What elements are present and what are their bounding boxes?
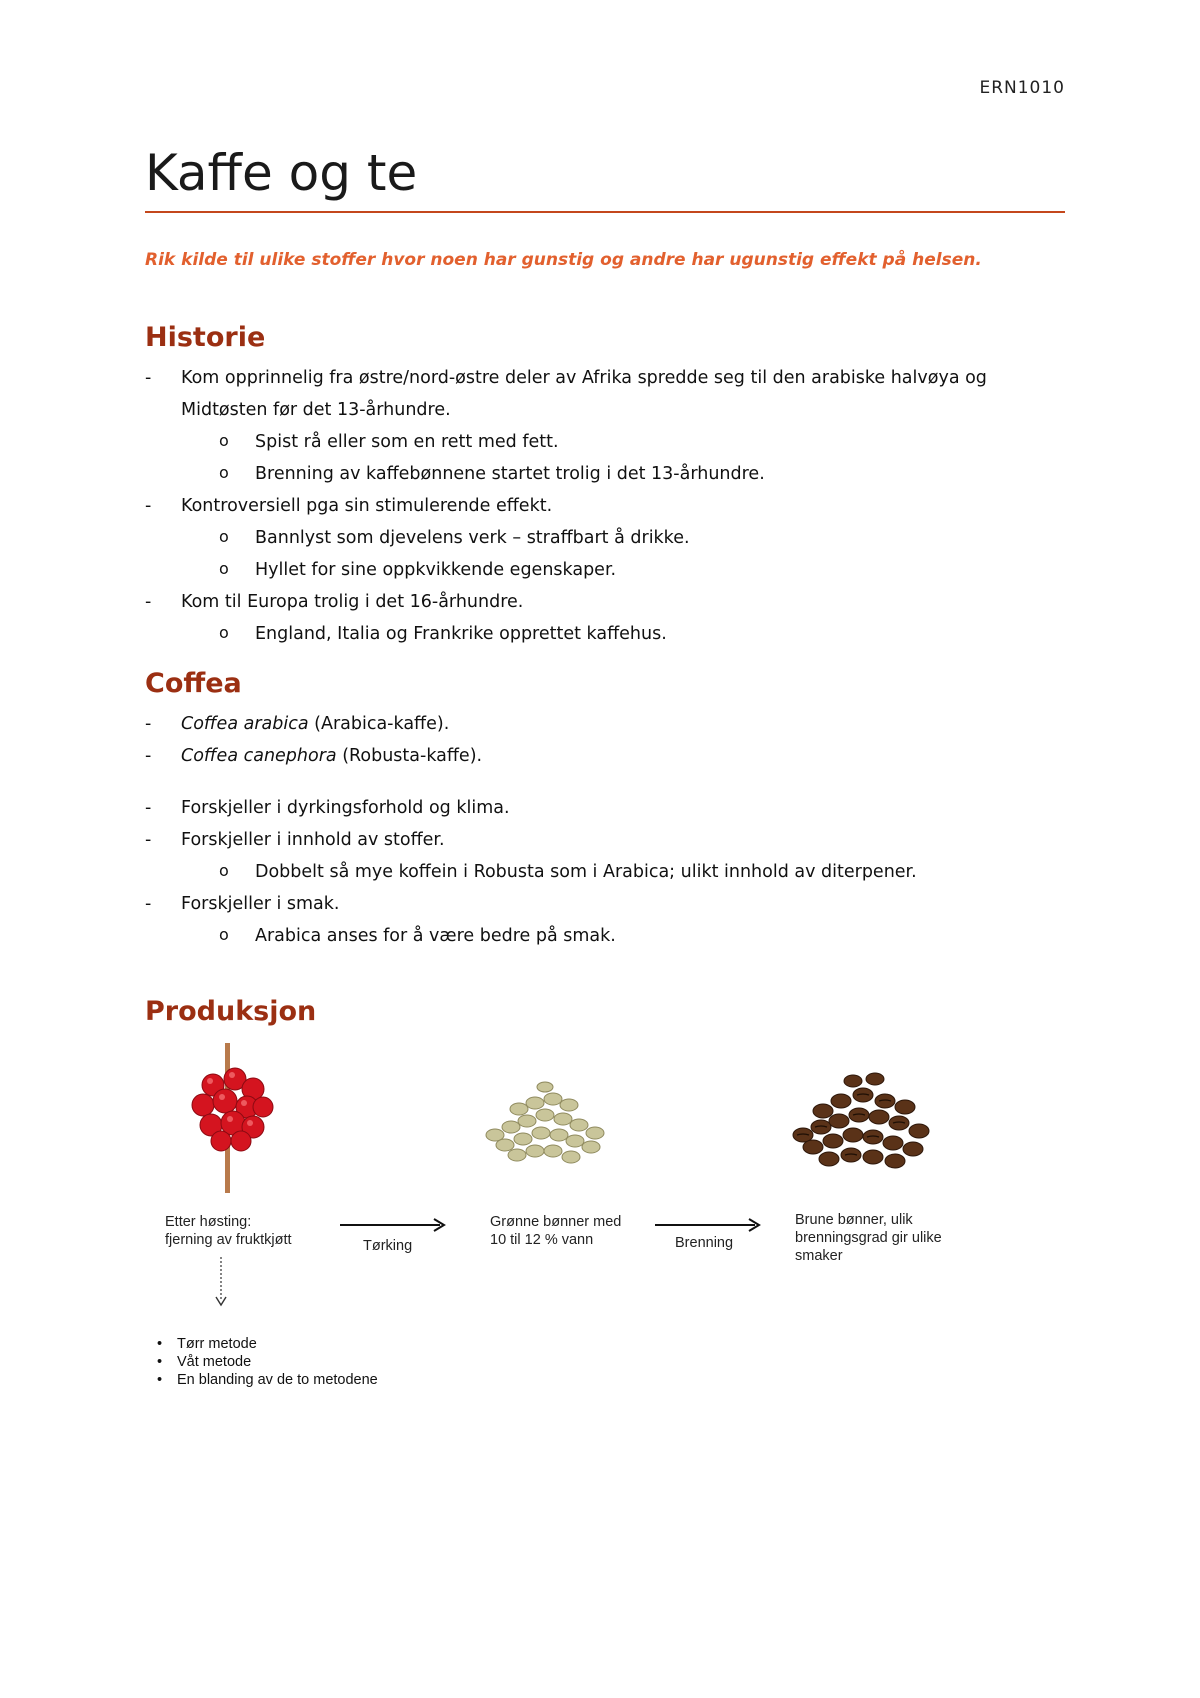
list-item: - Forskjeller i innhold av stoffer. [145,824,1065,856]
caption-line: brenningsgrad gir ulike [795,1230,942,1246]
step-caption-green [490,1213,621,1249]
arrow-down-icon [214,1257,228,1309]
list-subitem: o Dobbelt så mye koffein i Robusta som i Arabica; ulikt innhold av diterpener. [145,856,1065,888]
list-item: • Tørr metode [157,1335,378,1353]
historie-list [145,362,1065,650]
list-subitem: o Arabica anses for å være bedre på smak. [145,920,1065,952]
species-name: Coffea arabica [181,714,309,734]
arrow-label-torking: Tørking [363,1238,413,1254]
page-title: Kaffe og te [145,144,418,202]
list-item: • Våt metode [157,1353,378,1371]
caption-line: Brune bønner, ulik [795,1212,913,1228]
section-heading-coffea: Coffea [145,668,242,699]
list-item: • En blanding av de to metodene [157,1371,378,1389]
coffea-list [145,708,1065,952]
section-heading-historie: Historie [145,322,266,353]
list-subitem: o Bannlyst som djevelens verk – straffbart å drikke. [145,522,1065,554]
step-caption-roasted [795,1211,942,1265]
list-subitem: o England, Italia og Frankrike opprettet kaffehus. [145,618,1065,650]
caption-line: smaker [795,1248,843,1264]
document-code: ERN1010 [979,78,1065,98]
list-item: - Forskjeller i dyrkingsforhold og klima. [145,792,1065,824]
list-item: - Forskjeller i smak. [145,888,1065,920]
caption-line: fjerning av fruktkjøtt [165,1232,292,1248]
production-diagram [145,1035,1005,1405]
list-subitem: o Spist rå eller som en rett med fett. [145,426,1065,458]
list-item: - Kom til Europa trolig i det 16-århundre. [145,586,1065,618]
species-common: (Robusta-kaffe). [336,746,483,766]
list-item [145,708,1065,740]
list-item: - Kom opprinnelig fra østre/nord-østre deler av Afrika spredde seg til den arabiske halvøya og Midtøsten før det 13-århundre. [145,362,1065,426]
species-common: (Arabica-kaffe). [308,714,450,734]
section-heading-produksjon: Produksjon [145,996,317,1027]
caption-line: Grønne bønner med [490,1214,622,1230]
arrow-label-brenning: Brenning [675,1235,734,1251]
list-subitem: o Brenning av kaffebønnene startet trolig i det 13-århundre. [145,458,1065,490]
green-beans-image [475,1075,620,1170]
coffee-cherries-image [183,1043,279,1193]
list-subitem: o Hyllet for sine oppkvikkende egenskaper. [145,554,1065,586]
caption-line: Etter høsting: [165,1214,252,1230]
page-subtitle: Rik kilde til ulike stoffer hvor noen har gunstig og andre har ugunstig effekt på helsen. [145,250,982,270]
arrow-right-icon [655,1218,765,1232]
list-item: - Kontroversiell pga sin stimulerende effekt. [145,490,1065,522]
roasted-beans-image [785,1065,945,1170]
list-item [145,740,1065,772]
species-name: Coffea canephora [181,746,337,766]
step-caption-harvest [165,1213,292,1249]
title-divider [145,211,1065,213]
caption-line: 10 til 12 % vann [490,1232,594,1248]
processing-methods-list [157,1335,378,1389]
arrow-right-icon [340,1218,450,1232]
